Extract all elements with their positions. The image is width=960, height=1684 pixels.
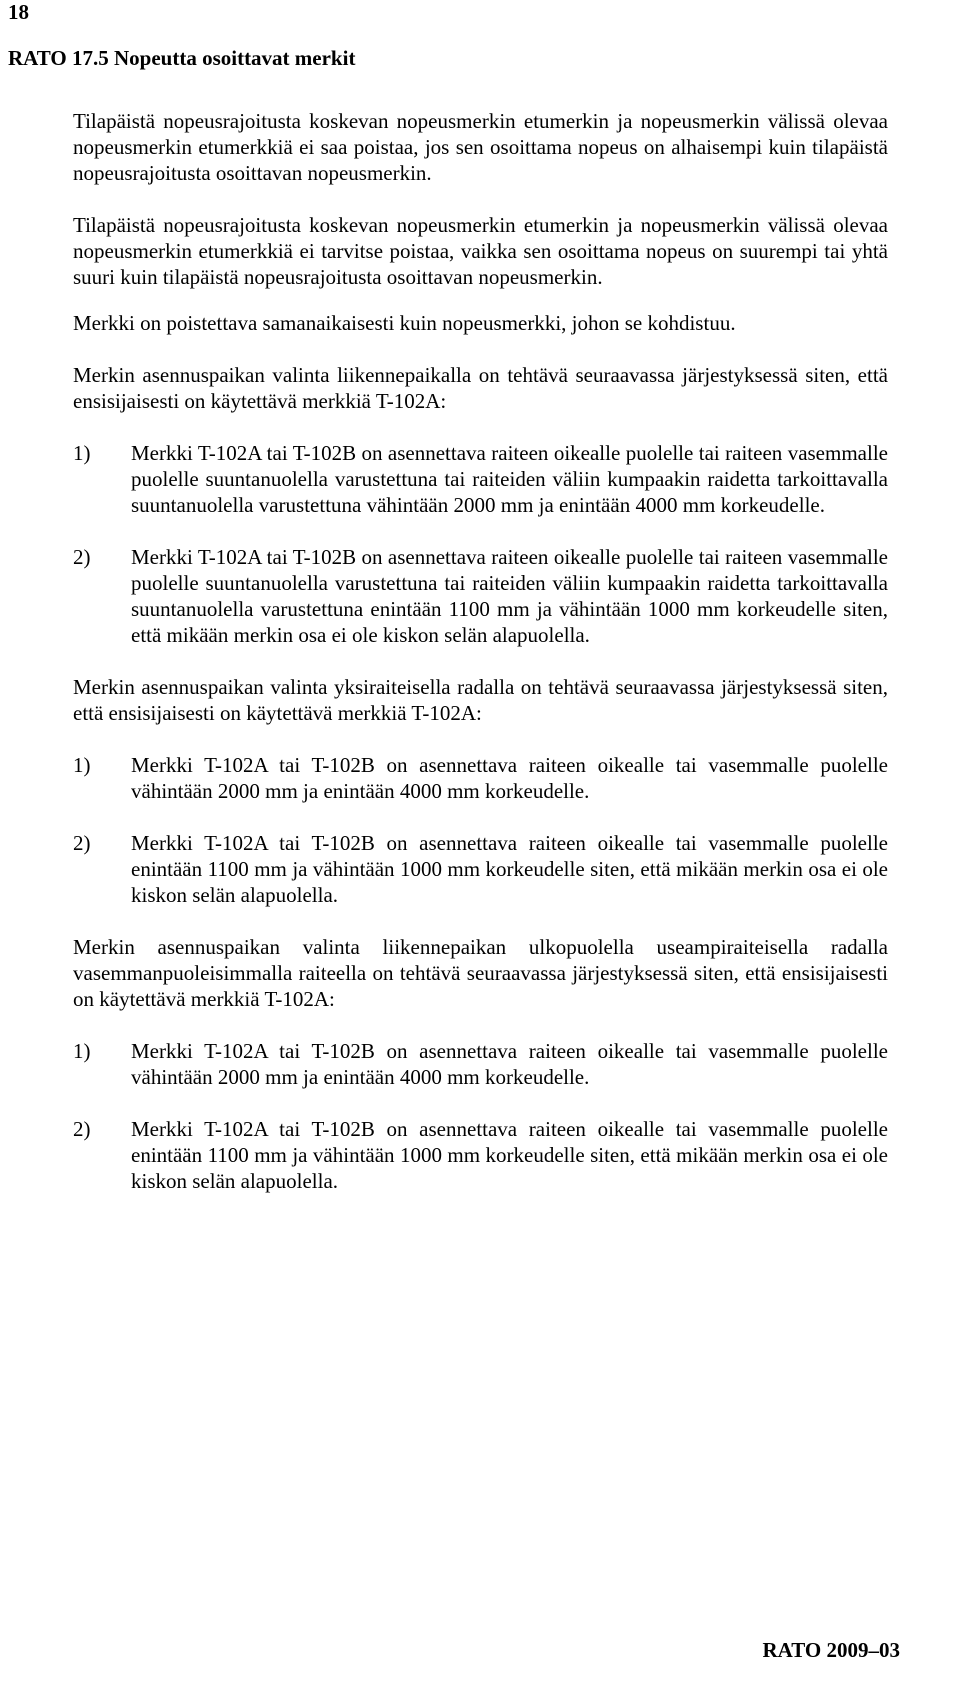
list-item-number: 2) <box>73 1117 91 1141</box>
list-item-number: 2) <box>73 831 91 855</box>
list-item-text: Merkki T-102A tai T-102B on asennettava raiteen oikealle tai vasemmalle puolelle vähintään 2000 mm ja enintään 4000 mm korkeudelle. <box>131 753 888 803</box>
paragraph-temporary-limit-higher: Tilapäistä nopeusrajoitusta koskevan nopeusmerkin etumerkin ja nopeusmerkin välissä olevaa nopeusmerkin etumerkkiä ei tarvitse poistaa, vaikka sen osoittama nopeus on suurempi tai yhtä suuri kuin tilapäistä nopeusrajoitusta osoittavan nopeusmerkin. <box>73 213 888 289</box>
list-item-text: Merkki T-102A tai T-102B on asennettava raiteen oikealle tai vasemmalle puolelle enintään 1100 mm ja vähintään 1000 mm korkeudelle siten, että mikään merkin osa ei ole kiskon selän alapuolella. <box>131 831 888 907</box>
list-item <box>73 752 888 804</box>
paragraph-multi-track-placement: Merkin asennuspaikan valinta liikennepaikan ulkopuolella useampiraiteisella radalla vasemmanpuoleisimmalla raiteella on tehtävä seuraavassa järjestyksessä siten, että ensisijaisesti on käytettävä merkkiä T-102A: <box>73 935 888 1011</box>
page-number: 18 <box>8 0 29 24</box>
list-item <box>73 544 888 648</box>
list-item <box>73 1038 888 1090</box>
list-item-text: Merkki T-102A tai T-102B on asennettava raiteen oikealle tai vasemmalle puolelle enintään 1100 mm ja vähintään 1000 mm korkeudelle siten, että mikään merkin osa ei ole kiskon selän alapuolella. <box>131 1117 888 1193</box>
paragraph-temporary-limit-lower: Tilapäistä nopeusrajoitusta koskevan nopeusmerkin etumerkin ja nopeusmerkin välissä olevaa nopeusmerkin etumerkkiä ei saa poistaa, jos sen osoittama nopeus on alhaisempi kuin tilapäistä nopeusrajoitusta osoittavan nopeusmerkin. <box>73 109 888 185</box>
document-body <box>73 108 888 1194</box>
paragraph-single-track-placement: Merkin asennuspaikan valinta yksiraiteisella radalla on tehtävä seuraavassa järjestyksessä siten, että ensisijaisesti on käytettävä merkkiä T-102A: <box>73 675 888 725</box>
list-item-number: 2) <box>73 545 91 569</box>
list-item-text: Merkki T-102A tai T-102B on asennettava raiteen oikealle tai vasemmalle puolelle vähintään 2000 mm ja enintään 4000 mm korkeudelle. <box>131 1039 888 1089</box>
list-item-number: 1) <box>73 753 91 777</box>
list-item <box>73 440 888 518</box>
list-item <box>73 1116 888 1194</box>
list-station-placement <box>73 440 888 648</box>
list-item <box>73 830 888 908</box>
list-multi-track-placement <box>73 1038 888 1194</box>
list-item-number: 1) <box>73 441 91 465</box>
list-item-number: 1) <box>73 1039 91 1063</box>
paragraph-removal-rule: Merkki on poistettava samanaikaisesti kuin nopeusmerkki, johon se kohdistuu. <box>73 311 736 335</box>
list-single-track-placement <box>73 752 888 908</box>
page-footer: RATO 2009–03 <box>762 1638 900 1662</box>
list-item-text: Merkki T-102A tai T-102B on asennettava raiteen oikealle puolelle tai raiteen vasemmalle puolelle suuntanuolella varustettuna tai raiteiden väliin kumpaakin raidetta tarkoittavalla suuntanuolella varustettuna enintään 1100 mm ja vähintään 1000 mm korkeudelle siten, että mikään merkin osa ei ole kiskon selän alapuolella. <box>131 545 888 647</box>
list-item-text: Merkki T-102A tai T-102B on asennettava raiteen oikealle puolelle tai raiteen vasemmalle puolelle suuntanuolella varustettuna tai raiteiden väliin kumpaakin raidetta tarkoittavalla suuntanuolella varustettuna vähintään 2000 mm ja enintään 4000 mm korkeudelle. <box>131 441 888 517</box>
section-header: RATO 17.5 Nopeutta osoittavat merkit <box>8 46 356 70</box>
paragraph-station-placement: Merkin asennuspaikan valinta liikennepaikalla on tehtävä seuraavassa järjestyksessä siten, että ensisijaisesti on käytettävä merkkiä T-102A: <box>73 363 888 413</box>
